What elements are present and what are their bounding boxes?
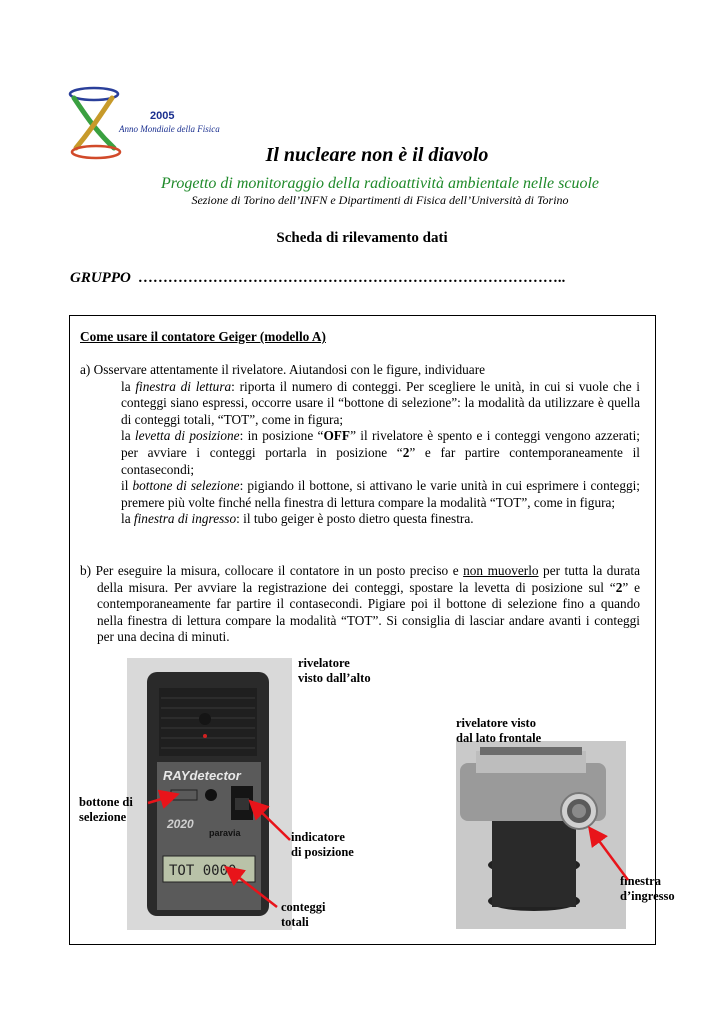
label-top-view: rivelatore visto dall’alto [298,656,371,685]
affiliation: Sezione di Torino dell’INFN e Dipartimenti di Fisica dell’Università di Torino [191,193,569,207]
paragraph-a-intro: a) Osservare attentamente il rivelatore. Aiutandosi con le figure, individuare [80,362,486,377]
label-selection-button: bottone di selezione [79,795,133,824]
project-subtitle: Progetto di monitoraggio della radioattività ambientale nelle scuole [160,175,599,192]
label-front-view: rivelatore visto dal lato frontale [456,716,542,745]
document-title: Il nucleare non è il diavolo [265,144,489,166]
item-entry-window: la finestra di ingresso: il tubo geiger è posto dietro questa finestra. [121,511,474,527]
label-entry-window: finestra d’ingresso [620,874,675,903]
paragraph-a [80,362,640,528]
label-total-counts: conteggi totali [281,900,326,929]
item-position-lever: la levetta di posizione: in posizione “OFF” il rivelatore è spento e i conteggi vengono azzerati; per avviare i conteggi portarla in posizione “2” e far partire contemporaneamente il contasecondi; [121,428,641,477]
label-position-indicator: indicatore di posizione [291,830,354,859]
detector-front-view-photo [456,741,626,929]
logo-year: 2005 [150,110,175,122]
device-maker: paravia [209,828,241,838]
logo-subtitle: Anno Mondiale della Fisica [119,124,220,134]
form-title: Scheda di rilevamento dati [276,230,448,246]
device-model: 2020 [167,817,194,831]
detector-top-view-photo [127,658,292,930]
device-brand: RAYdetector [163,768,241,783]
group-field [70,270,566,287]
item-selection-button: il bottone di selezione: pigiando il bottone, si attivano le varie unità in cui esprimere i conteggi; premere più volte finché nella finestra di lettura compare la modalità “TOT”, come in figura; [121,478,640,510]
instructions-heading: Come usare il contatore Geiger (modello A) [80,329,326,344]
group-dots: ………………………………………………………………………….. [138,270,566,286]
group-label: GRUPPO [70,270,131,286]
item-reading-window: la finestra di lettura: riporta il numero di conteggi. Per scegliere le unità, in cui si vuole che i conteggi siano espressi, occorre usare il “bottone di selezione”: la modalità da utilizzare è quella di conteggi totali, “TOT”, come in figura; [121,378,640,427]
paragraph-b: b) Per eseguire la misura, collocare il contatore in un posto preciso e non muoverlo per tutta la durata della misura. Per avviare la registrazione dei conteggi, spostare la levetta di posizione sul “2” e contemporaneamente far partire il contasecondi. Pigiare poi il bottone di selezione fino a quando nella finestra di lettura compare la modalità “TOT”. Si consiglia di lasciar andare avanti i conteggi per una decina di minuti. [80,563,640,645]
lcd-reading: TOT 0000 [169,863,237,879]
